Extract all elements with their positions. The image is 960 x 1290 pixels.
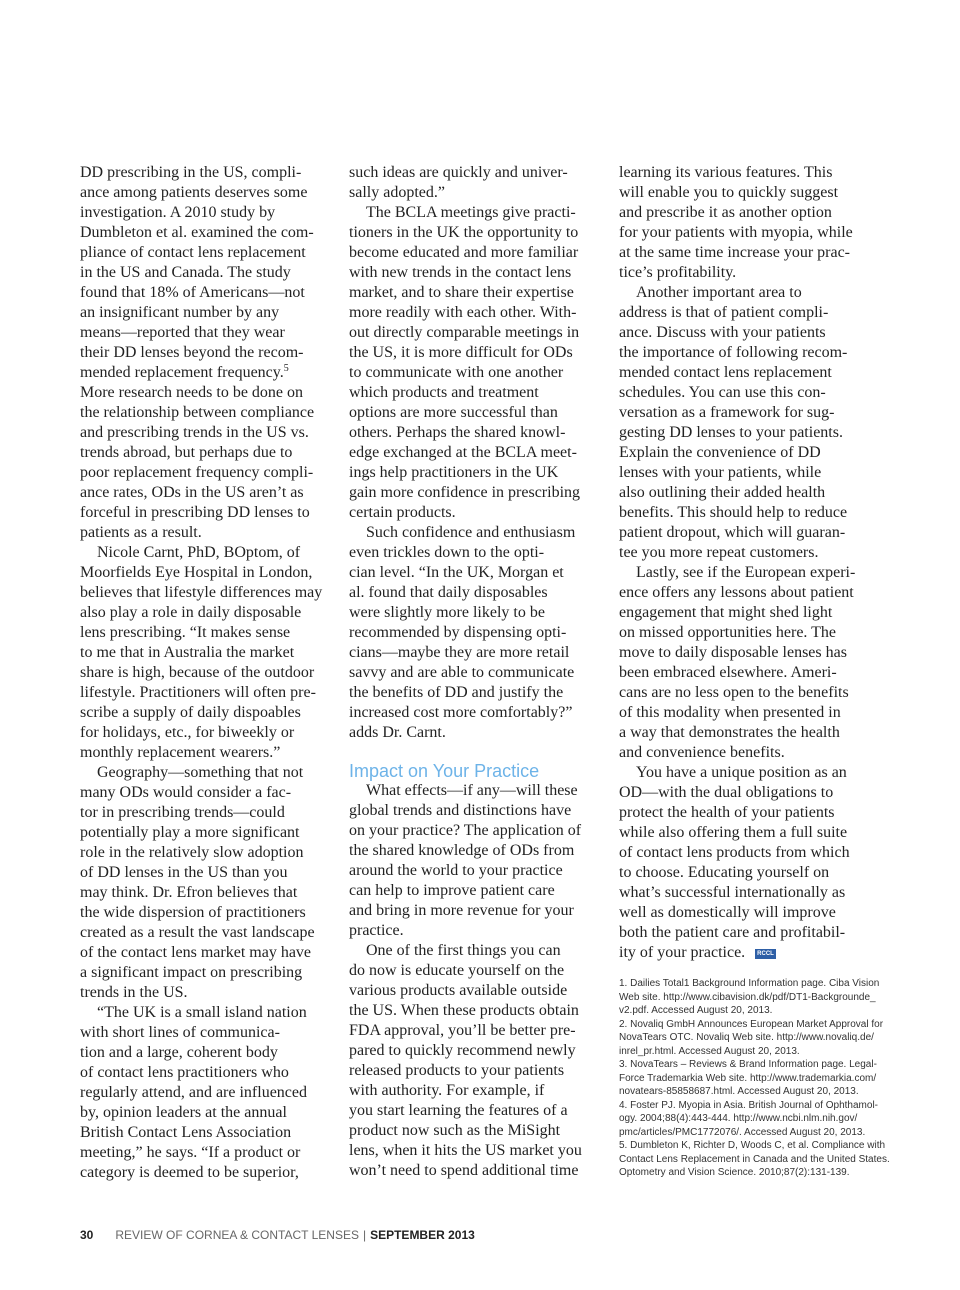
text-line: global trends and distinctions have	[349, 802, 572, 819]
text-line: on missed opportunities here. The	[619, 624, 836, 641]
text-line: around the world to your practice	[349, 862, 563, 879]
text-line: lenses with your patients, while	[619, 464, 822, 481]
text-line: cians—maybe they are more retail	[349, 644, 570, 661]
text-line: of contact lens products from which	[619, 844, 850, 861]
text-line: increased cost more comfortably?”	[349, 704, 573, 721]
text-line: of contact lens practitioners who	[80, 1064, 289, 1081]
text-line: “The UK is a small island nation	[97, 1004, 307, 1021]
text-line: at the same time increase your prac-	[619, 244, 850, 261]
article-column-2	[349, 163, 601, 1181]
text-line: cian level. “In the UK, Morgan et	[349, 564, 564, 581]
text-line: a significant impact on prescribing	[80, 964, 303, 981]
text-line: been embraced elsewhere. Ameri-	[619, 664, 837, 681]
text-line: a way that demonstrates the health	[619, 724, 840, 741]
text-line: ings help practitioners in the UK	[349, 464, 559, 481]
text-line: to choose. Educating yourself on	[619, 864, 830, 881]
text-line	[80, 363, 332, 383]
reference-line: Contact Lens Replacement in Canada and the United States.	[619, 1153, 890, 1165]
text-line: and convenience benefits.	[619, 744, 785, 761]
text-line: edge exchanged at the BCLA meet-	[349, 444, 577, 461]
text-line: DD prescribing in the US, compli-	[80, 164, 302, 181]
text-line: One of the first things you can	[366, 942, 561, 959]
text-line: with short lines of communica-	[80, 1024, 280, 1041]
reference-line: 2. Novaliq GmbH Announces European Market Approval for	[619, 1018, 884, 1030]
text-line: share is high, because of the outdoor	[80, 664, 315, 681]
text-line: certain products.	[349, 504, 456, 521]
text-line: were slightly more likely to be	[349, 604, 545, 621]
text-line: many ODs would consider a fac-	[80, 784, 292, 801]
text-line: Explain the convenience of DD	[619, 444, 821, 461]
text-line: patient dropout, which will guaran-	[619, 524, 846, 541]
text-segment: ity of your practice.	[619, 944, 746, 961]
article-column-3	[619, 163, 890, 1180]
text-line: the benefits of DD and justify the	[349, 684, 564, 701]
text-line: British Contact Lens Association	[80, 1124, 292, 1141]
text-line: Moorfields Eye Hospital in London,	[80, 564, 313, 581]
text-line: of DD lenses in the US than you	[80, 864, 288, 881]
reference-line: inrel_pr.html. Accessed August 20, 2013.	[619, 1045, 800, 1057]
text-line: the US, it is more difficult for ODs	[349, 344, 573, 361]
text-line: patients as a result.	[80, 524, 202, 541]
footer-separator: |	[362, 1228, 367, 1242]
text-line: forceful in prescribing DD lenses to	[80, 504, 310, 521]
text-line: OD—with the dual obligations to	[619, 784, 834, 801]
text-line: gain more confidence in prescribing	[349, 484, 581, 501]
text-line: The BCLA meetings give practi-	[366, 204, 576, 221]
text-line: potentially play a more significant	[80, 824, 300, 841]
text-line	[619, 943, 875, 963]
text-line: Such confidence and enthusiasm	[366, 524, 576, 541]
issue-date: SEPTEMBER 2013	[370, 1228, 475, 1242]
text-line: role in the relatively slow adoption	[80, 844, 304, 861]
text-line: lifestyle. Practitioners will often pre-	[80, 684, 316, 701]
text-line: pared to quickly recommend newly	[349, 1042, 576, 1059]
text-line: cans are no less open to the benefits	[619, 684, 849, 701]
text-line: tion and a large, coherent body	[80, 1044, 278, 1061]
text-line: by, opinion leaders at the annual	[80, 1104, 287, 1121]
text-line: ance among patients deserves some	[80, 184, 308, 201]
reference-line: 4. Foster PJ. Myopia in Asia. British Journal of Ophthamol-	[619, 1099, 878, 1111]
text-line: practice.	[349, 922, 404, 939]
text-line: ance. Discuss with your patients	[619, 324, 826, 341]
text-line: al. found that daily disposables	[349, 584, 548, 601]
text-line: market, and to share their expertise	[349, 284, 574, 301]
text-line: on your practice? The application of	[349, 822, 582, 839]
text-line: the relationship between compliance	[80, 404, 315, 421]
text-line: category is deemed to be superior,	[80, 1164, 299, 1181]
text-line: the US. When these products obtain	[349, 1002, 579, 1019]
text-line: won’t need to spend additional time	[349, 1162, 579, 1179]
article-column-1	[80, 163, 332, 1183]
text-line: means—reported that they wear	[80, 324, 285, 341]
text-line: and bring in more revenue for your	[349, 902, 574, 919]
text-line: meeting,” he says. “If a product or	[80, 1144, 301, 1161]
text-line: address is that of patient compli-	[619, 304, 829, 321]
text-line: to me that in Australia the market	[80, 644, 295, 661]
text-line: will enable you to quickly suggest	[619, 184, 839, 201]
reference-line: NovaTears OTC. Novaliq Web site. http://www.novaliq.de/	[619, 1032, 874, 1043]
text-line: Dumbleton et al. examined the com-	[80, 224, 314, 241]
text-line: the wide dispersion of practitioners	[80, 904, 306, 921]
reference-line: ogy. 2004;88(4):443-444. http://www.ncbi.nlm.nih.gov/	[619, 1113, 858, 1124]
text-line: tioners in the UK the opportunity to	[349, 224, 579, 241]
text-line: also outlining their added health	[619, 484, 826, 501]
text-line: benefits. This should help to reduce	[619, 504, 848, 521]
text-line: found that 18% of Americans—not	[80, 284, 305, 301]
text-line: for your patients with myopia, while	[619, 224, 853, 241]
reference-line: v2.pdf. Accessed August 20, 2013.	[619, 1005, 773, 1016]
text-line: out directly comparable meetings in	[349, 324, 580, 341]
text-line: tee you more repeat customers.	[619, 544, 819, 561]
text-line: the shared knowledge of ODs from	[349, 842, 575, 859]
references-list	[619, 977, 890, 1180]
text-line: in the US and Canada. The study	[80, 264, 291, 281]
text-line: protect the health of your patients	[619, 804, 835, 821]
citation-superscript: 5	[283, 363, 289, 374]
text-line: may think. Dr. Efron believes that	[80, 884, 298, 901]
journal-title: REVIEW OF CORNEA & CONTACT LENSES	[115, 1228, 359, 1242]
text-line: trends in the US.	[80, 984, 188, 1001]
text-line: well as domestically will improve	[619, 904, 836, 921]
text-line: versation as a framework for sug-	[619, 404, 835, 421]
reference-line: novatears-85858687.html. Accessed August 20, 2013.	[619, 1086, 859, 1097]
text-line: adds Dr. Carnt.	[349, 724, 446, 741]
text-line: savvy and are able to communicate	[349, 664, 575, 681]
text-line: engagement that might shed light	[619, 604, 833, 621]
text-line: learning its various features. This	[619, 164, 833, 181]
text-line: to communicate with one another	[349, 364, 564, 381]
reference-line: Optometry and Vision Science. 2010;87(2):131-139.	[619, 1167, 850, 1178]
text-line: become educated and more familiar	[349, 244, 579, 261]
text-line: released products to your patients	[349, 1062, 565, 1079]
reference-line: 1. Dailies Total1 Background Information page. Ciba Vision	[619, 978, 880, 989]
section-heading: Impact on Your Practice	[349, 761, 540, 781]
text-line: ence offers any lessons about patient	[619, 584, 854, 601]
page-number: 30	[80, 1228, 94, 1242]
text-line: tor in prescribing trends—could	[80, 804, 285, 821]
text-line: You have a unique position as an	[636, 764, 847, 781]
end-of-article-logo: RCCL	[757, 951, 774, 957]
text-line: and prescribe it as another option	[619, 204, 832, 221]
text-line: of this modality when presented in	[619, 704, 841, 721]
text-line: lens, when it hits the US market you	[349, 1142, 582, 1159]
text-line: for holidays, etc., for biweekly or	[80, 724, 295, 741]
text-line: others. Perhaps the shared knowl-	[349, 424, 566, 441]
text-line: with new trends in the contact lens	[349, 264, 572, 281]
text-line: What effects—if any—will these	[366, 782, 578, 799]
text-line: monthly replacement wearers.”	[80, 744, 281, 761]
text-line: investigation. A 2010 study by	[80, 204, 276, 221]
text-line: regularly attend, and are influenced	[80, 1084, 307, 1101]
text-line: options are more successful than	[349, 404, 558, 421]
text-line: created as a result the vast landscape	[80, 924, 315, 941]
text-line: various products available outside	[349, 982, 568, 999]
text-line: can help to improve patient care	[349, 882, 555, 899]
text-line: Nicole Carnt, PhD, BOptom, of	[97, 544, 301, 561]
text-line: of the contact lens market may have	[80, 944, 312, 961]
text-line: the importance of following recom-	[619, 344, 848, 361]
text-line: recommended by dispensing opti-	[349, 624, 567, 641]
text-line: More research needs to be done on	[80, 384, 304, 401]
text-line: sally adopted.”	[349, 184, 445, 201]
text-line: move to daily disposable lenses has	[619, 644, 847, 661]
text-line: lens prescribing. “It makes sense	[80, 624, 291, 641]
reference-line: 5. Dumbleton K, Richter D, Woods C, et al. Compliance with	[619, 1140, 886, 1151]
text-line: product now such as the MiSight	[349, 1122, 561, 1139]
text-line: poor replacement frequency compli-	[80, 464, 314, 481]
reference-line: Web site. http://www.cibavision.dk/pdf/DT1-Backgrounde_	[619, 991, 876, 1003]
text-line: an insignificant number by any	[80, 304, 280, 321]
text-line: believes that lifestyle differences may	[80, 584, 323, 601]
text-line: pliance of contact lens replacement	[80, 244, 306, 261]
text-line: Geography—something that not	[97, 764, 304, 781]
text-line: ance rates, ODs in the US aren’t as	[80, 484, 304, 501]
text-line: scribe a supply of daily dispoables	[80, 704, 301, 721]
text-line: such ideas are quickly and univer-	[349, 164, 568, 181]
text-line: while also offering them a full suite	[619, 824, 848, 841]
text-line: even trickles down to the opti-	[349, 544, 545, 561]
text-line: Another important area to	[636, 284, 802, 301]
text-line: you start learning the features of a	[349, 1102, 568, 1119]
text-line: schedules. You can use this con-	[619, 384, 826, 401]
text-line: both the patient care and profitabil-	[619, 924, 846, 941]
text-line: also play a role in daily disposable	[80, 604, 302, 621]
text-line: their DD lenses beyond the recom-	[80, 344, 304, 361]
text-line: with authority. For example, if	[349, 1082, 545, 1099]
page-footer	[80, 1227, 475, 1243]
reference-line: Force Trademarkia Web site. http://www.trademarkia.com/	[619, 1072, 877, 1084]
text-line: Lastly, see if the European experi-	[636, 564, 856, 581]
text-line: tice’s profitability.	[619, 264, 737, 281]
text-line: which products and treatment	[349, 384, 539, 401]
text-line: do now is educate yourself on the	[349, 962, 565, 979]
text-line: FDA approval, you’ll be better pre-	[349, 1022, 576, 1039]
text-line: and prescribing trends in the US vs.	[80, 424, 309, 441]
text-segment: mended replacement frequency.	[80, 364, 284, 381]
text-line: trends abroad, but perhaps due to	[80, 444, 293, 461]
text-line: mended contact lens replacement	[619, 364, 832, 381]
text-line: what’s successful internationally as	[619, 884, 846, 901]
reference-line: pmc/articles/PMC1772076/. Accessed August 20, 2013.	[619, 1126, 866, 1138]
reference-line: 3. NovaTears – Reviews & Brand Information page. Legal-	[619, 1059, 877, 1070]
text-line: gesting DD lenses to your patients.	[619, 424, 843, 441]
text-line: more readily with each other. With-	[349, 304, 577, 321]
